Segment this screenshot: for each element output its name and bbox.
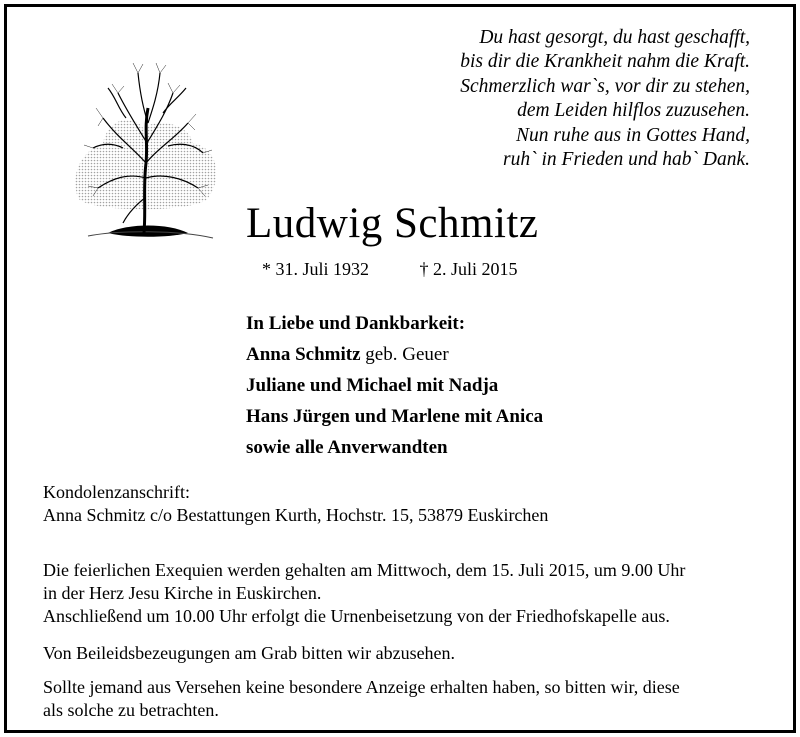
family-intro: In Liebe und Dankbarkeit:	[246, 313, 466, 334]
service-line: Anschließend um 10.00 Uhr erfolgt die Urnenbeisetzung von der Friedhofskapelle aus.	[43, 606, 670, 626]
grave-note-line: Von Beileidsbezeugungen am Grab bitten wir abzusehen.	[43, 643, 456, 663]
family-spouse	[246, 339, 543, 370]
family-line: Hans Jürgen und Marlene mit Anica	[246, 406, 544, 427]
poem-line: Schmerzlich war`s, vor dir zu stehen,	[460, 75, 750, 97]
spouse-maiden-name: geb. Geuer	[365, 344, 449, 365]
service-info	[43, 559, 763, 628]
condolence-label: Kondolenzanschrift:	[43, 482, 190, 502]
tree-illustration	[48, 48, 248, 248]
poem-line: dem Leiden hilflos zuzusehen.	[517, 100, 750, 122]
notice-line: Sollte jemand aus Versehen keine besondere Anzeige erhalten haben, so bitten wir, diese	[43, 677, 680, 697]
poem-line: Du hast gesorgt, du hast geschafft,	[479, 27, 750, 48]
birth-date: * 31. Juli 1932	[262, 259, 370, 279]
notice-line: als solche zu betrachten.	[43, 700, 219, 720]
death-date: † 2. Juli 2015	[419, 259, 518, 279]
notice-text	[43, 676, 763, 722]
condolence-line: Anna Schmitz c/o Bestattungen Kurth, Hochstr. 15, 53879 Euskirchen	[43, 505, 549, 525]
grave-note	[43, 642, 763, 665]
poem-line: ruh` in Frieden und hab` Dank.	[503, 149, 750, 171]
life-dates	[262, 257, 518, 281]
memorial-poem	[330, 26, 750, 172]
spouse-name: Anna Schmitz	[246, 344, 361, 365]
poem-line: Nun ruhe aus in Gottes Hand,	[516, 124, 750, 146]
family-line: sowie alle Anverwandten	[246, 437, 448, 458]
condolence-address	[43, 481, 763, 527]
poem-line: bis dir die Krankheit nahm die Kraft.	[460, 51, 750, 73]
service-line: Die feierlichen Exequien werden gehalten am Mittwoch, dem 15. Juli 2015, um 9.00 Uhr	[43, 560, 686, 580]
family-line: Juliane und Michael mit Nadja	[246, 375, 499, 396]
service-line: in der Herz Jesu Kirche in Euskirchen.	[43, 583, 322, 603]
family-block	[246, 308, 543, 463]
deceased-name: Ludwig Schmitz	[246, 200, 539, 247]
